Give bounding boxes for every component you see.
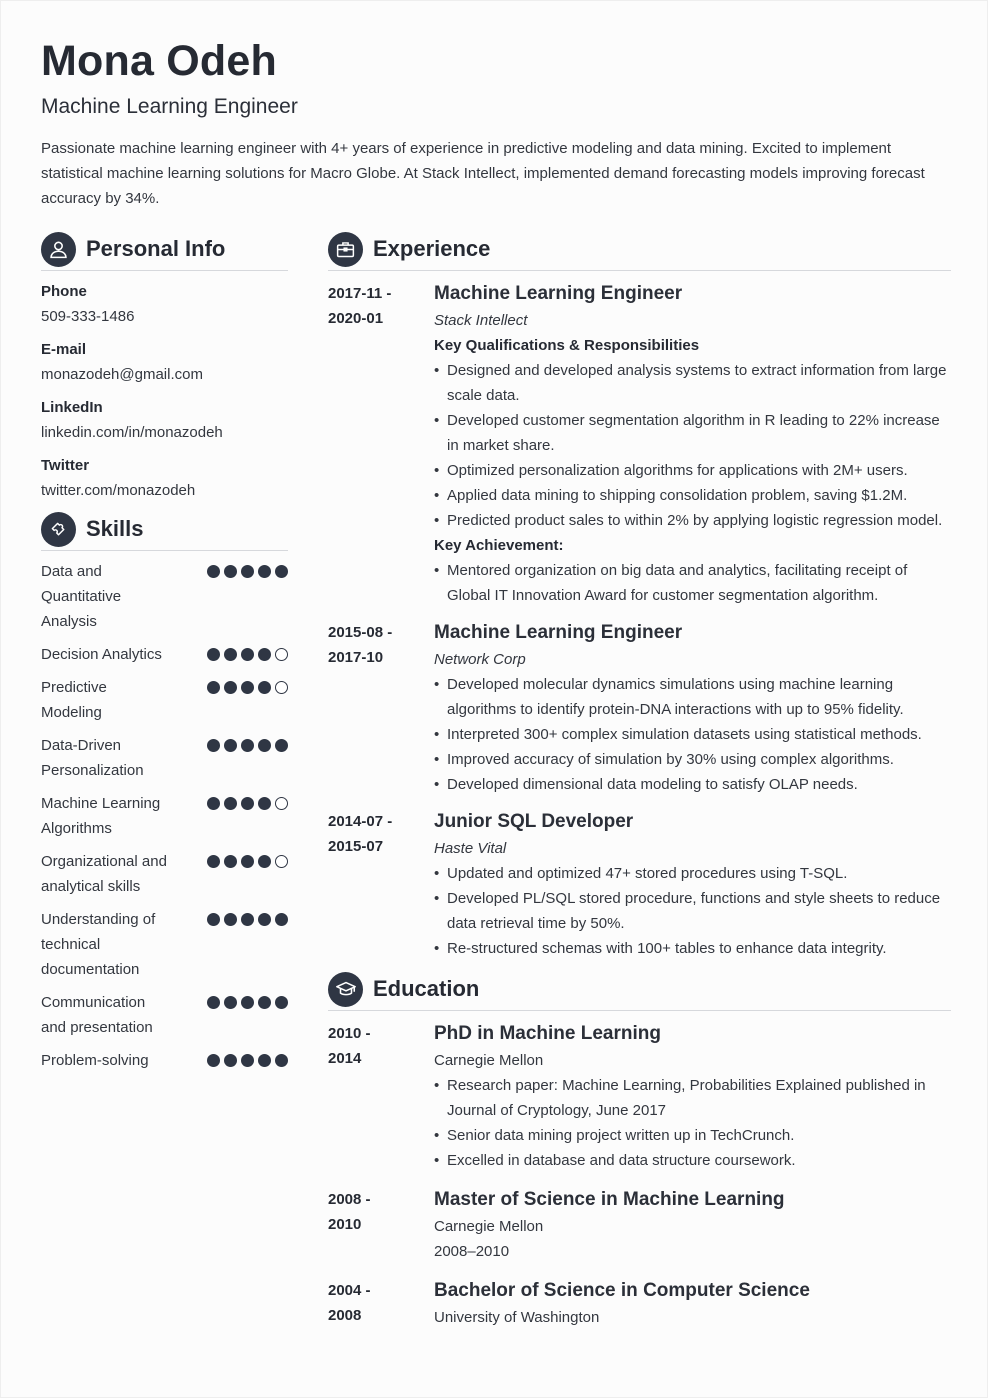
skill-rating [207, 996, 288, 1009]
rating-dot-filled [275, 565, 288, 578]
skill-name: Data and Quantitative Analysis [41, 563, 122, 630]
date-start: 2015-08 - [328, 624, 393, 641]
entry-date [328, 807, 434, 961]
personal-info-section [41, 231, 288, 503]
skills-title: Skills [86, 516, 144, 541]
education-list [328, 1019, 951, 1330]
school-name: University of Washington [434, 1309, 600, 1326]
skill-rating [207, 1054, 288, 1067]
skill-rating [207, 797, 288, 810]
job-title: Junior SQL Developer [434, 811, 634, 832]
bullet-item: • Designed and developed analysis systems to extract information from large scale data. [434, 358, 951, 408]
bullet-item: • Predicted product sales to within 2% by applying logistic regression model. [434, 508, 951, 533]
education-entry [328, 1185, 951, 1264]
experience-header [328, 231, 951, 271]
experience-entry [328, 618, 951, 797]
rating-dot-filled [258, 996, 271, 1009]
candidate-name: Mona Odeh [41, 37, 277, 85]
skill-name: Machine Learning Algorithms [41, 795, 161, 837]
user-icon [41, 232, 76, 267]
personal-info-value: linkedin.com/in/monazodeh [41, 424, 223, 441]
rating-dot-filled [258, 913, 271, 926]
experience-list [328, 279, 951, 961]
bullet-item: • Applied data mining to shipping consolidation problem, saving $1.2M. [434, 483, 951, 508]
skill-name: Decision Analytics [41, 646, 162, 663]
date-start: 2008 - [328, 1191, 371, 1208]
skills-list [41, 559, 288, 1073]
rating-dot-filled [241, 996, 254, 1009]
rating-dot-filled [241, 681, 254, 694]
bullet-group-heading: Key Achievement: [434, 537, 564, 554]
skill-row [41, 642, 288, 667]
skill-name: Predictive Modeling [41, 679, 107, 721]
skill-name: Data-Driven Personalization [41, 737, 144, 779]
date-end: 2015-07 [328, 838, 384, 855]
skill-rating [207, 739, 288, 752]
rating-dot-filled [224, 648, 237, 661]
entry-body [434, 1019, 951, 1173]
rating-dot-filled [224, 996, 237, 1009]
rating-dot-filled [224, 1054, 237, 1067]
rating-dot-filled [241, 855, 254, 868]
rating-dot-filled [207, 996, 220, 1009]
rating-dot-filled [258, 648, 271, 661]
date-end: 2020-01 [328, 310, 384, 327]
rating-dot-filled [241, 797, 254, 810]
date-end: 2017-10 [328, 649, 384, 666]
rating-dot-empty [275, 681, 288, 694]
degree-title: Master of Science in Machine Learning [434, 1189, 785, 1210]
company-name: Stack Intellect [434, 312, 528, 329]
entry-body [434, 807, 951, 961]
entry-date [328, 1185, 434, 1264]
skill-row [41, 791, 288, 841]
rating-dot-filled [241, 1054, 254, 1067]
bullet-item: • Senior data mining project written up in TechCrunch. [434, 1123, 951, 1148]
date-end: 2014 [328, 1050, 362, 1067]
entry-body [434, 618, 951, 797]
personal-info-list [41, 279, 288, 503]
rating-dot-filled [224, 797, 237, 810]
degree-title: PhD in Machine Learning [434, 1023, 661, 1044]
entry-body [434, 1185, 951, 1264]
entry-date [328, 279, 434, 608]
personal-info-value: 509-333-1486 [41, 308, 135, 325]
personal-info-item [41, 395, 288, 445]
bullet-item: • Developed molecular dynamics simulations using machine learning algorithms to identify protein-DNA interactions with up to 95% fidelity. [434, 672, 951, 722]
bullet-list [434, 672, 951, 797]
rating-dot-filled [275, 913, 288, 926]
personal-info-item [41, 337, 288, 387]
bullet-item: • Optimized personalization algorithms for applications with 2M+ users. [434, 458, 951, 483]
skills-header [41, 511, 288, 551]
skill-row [41, 675, 288, 725]
rating-dot-filled [275, 996, 288, 1009]
skill-name: Understanding of technical documentation [41, 911, 156, 978]
rating-dot-empty [275, 648, 288, 661]
skill-row [41, 990, 288, 1040]
rating-dot-filled [207, 565, 220, 578]
rating-dot-filled [275, 739, 288, 752]
experience-entry [328, 807, 951, 961]
rating-dot-filled [241, 913, 254, 926]
rating-dot-filled [207, 739, 220, 752]
rating-dot-filled [241, 739, 254, 752]
skill-name: Organizational and analytical skills [41, 853, 167, 895]
personal-info-label: Phone [41, 283, 87, 300]
personal-info-item [41, 279, 288, 329]
experience-entry [328, 279, 951, 608]
rating-dot-filled [207, 681, 220, 694]
date-start: 2017-11 - [328, 285, 392, 302]
skill-rating [207, 648, 288, 661]
date-start: 2004 - [328, 1282, 371, 1299]
left-column [41, 231, 288, 1081]
bullet-item: • Developed PL/SQL stored procedure, functions and style sheets to reduce data retrieval time by 50%. [434, 886, 951, 936]
rating-dot-filled [258, 739, 271, 752]
skill-rating [207, 681, 288, 694]
skill-name: Communication and presentation [41, 994, 153, 1036]
summary-text: Passionate machine learning engineer with 4+ years of experience in predictive modeling and data mining. Excited to implement statistical machine learning solutions for Macro Globe. At Stack Intellect, implemented demand forecasting models improving forecast accuracy by 34%. [41, 140, 925, 207]
entry-date [328, 1276, 434, 1330]
experience-section [328, 231, 951, 961]
personal-info-value: twitter.com/monazodeh [41, 482, 196, 499]
bullet-item: • Excelled in database and data structure coursework. [434, 1148, 951, 1173]
rating-dot-filled [224, 913, 237, 926]
bullet-item: • Developed customer segmentation algorithm in R leading to 22% increase in market share. [434, 408, 951, 458]
entry-body [434, 1276, 951, 1330]
degree-title: Bachelor of Science in Computer Science [434, 1280, 810, 1301]
skill-row [41, 907, 288, 982]
skill-rating [207, 565, 288, 578]
skill-row [41, 849, 288, 899]
date-end: 2010 [328, 1216, 362, 1233]
education-header [328, 971, 951, 1011]
education-entry [328, 1276, 951, 1330]
rating-dot-filled [258, 797, 271, 810]
bullet-group-heading: Key Qualifications & Responsibilities [434, 337, 700, 354]
bullet-item: • Research paper: Machine Learning, Probabilities Explained published in Journal of Cryptology, June 2017 [434, 1073, 951, 1123]
bullet-list [434, 861, 951, 961]
rating-dot-filled [258, 1054, 271, 1067]
rating-dot-filled [207, 648, 220, 661]
personal-info-label: LinkedIn [41, 399, 103, 416]
entry-body [434, 279, 951, 608]
rating-dot-filled [258, 565, 271, 578]
rating-dot-filled [207, 913, 220, 926]
rating-dot-filled [224, 681, 237, 694]
candidate-title: Machine Learning Engineer [41, 95, 298, 118]
graduation-cap-icon [328, 972, 363, 1007]
date-start: 2014-07 - [328, 813, 393, 830]
skill-row [41, 559, 288, 634]
rating-dot-filled [207, 1054, 220, 1067]
education-title: Education [373, 976, 480, 1001]
date-start: 2010 - [328, 1025, 371, 1042]
degree-years: 2008–2010 [434, 1243, 510, 1260]
personal-info-header [41, 231, 288, 271]
briefcase-icon [328, 232, 363, 267]
bullet-list [434, 1073, 951, 1173]
bullet-item: • Interpreted 300+ complex simulation datasets using statistical methods. [434, 722, 951, 747]
rating-dot-filled [275, 1054, 288, 1067]
experience-title: Experience [373, 236, 491, 261]
right-column [328, 231, 951, 1342]
skill-row [41, 1048, 288, 1073]
rating-dot-filled [224, 565, 237, 578]
rating-dot-filled [258, 855, 271, 868]
school-name: Carnegie Mellon [434, 1052, 544, 1069]
education-section [328, 971, 951, 1330]
puzzle-icon [41, 512, 76, 547]
bullet-item: • Developed dimensional data modeling to satisfy OLAP needs. [434, 772, 951, 797]
school-name: Carnegie Mellon [434, 1218, 544, 1235]
entry-date [328, 1019, 434, 1173]
bullet-item: • Updated and optimized 47+ stored procedures using T-SQL. [434, 861, 951, 886]
personal-info-label: Twitter [41, 457, 90, 474]
company-name: Haste Vital [434, 840, 507, 857]
rating-dot-filled [241, 565, 254, 578]
date-end: 2008 [328, 1307, 362, 1324]
rating-dot-filled [207, 855, 220, 868]
rating-dot-filled [224, 855, 237, 868]
personal-info-item [41, 453, 288, 503]
rating-dot-filled [224, 739, 237, 752]
personal-info-title: Personal Info [86, 236, 226, 261]
bullet-list [434, 558, 951, 608]
bullet-list [434, 358, 951, 533]
rating-dot-empty [275, 855, 288, 868]
rating-dot-empty [275, 797, 288, 810]
rating-dot-filled [241, 648, 254, 661]
skill-rating [207, 913, 288, 926]
skill-rating [207, 855, 288, 868]
bullet-item: • Re-structured schemas with 100+ tables to enhance data integrity. [434, 936, 951, 961]
skill-name: Problem-solving [41, 1052, 149, 1069]
skill-row [41, 733, 288, 783]
bullet-item: • Mentored organization on big data and analytics, facilitating receipt of Global IT Innovation Award for customer segmentation algorithm. [434, 558, 951, 608]
personal-info-value: monazodeh@gmail.com [41, 366, 203, 383]
personal-info-label: E-mail [41, 341, 87, 358]
bullet-item: • Improved accuracy of simulation by 30% using complex algorithms. [434, 747, 951, 772]
skills-section [41, 511, 288, 1073]
rating-dot-filled [207, 797, 220, 810]
entry-date [328, 618, 434, 797]
rating-dot-filled [258, 681, 271, 694]
education-entry [328, 1019, 951, 1173]
job-title: Machine Learning Engineer [434, 622, 683, 643]
job-title: Machine Learning Engineer [434, 283, 683, 304]
company-name: Network Corp [434, 651, 526, 668]
